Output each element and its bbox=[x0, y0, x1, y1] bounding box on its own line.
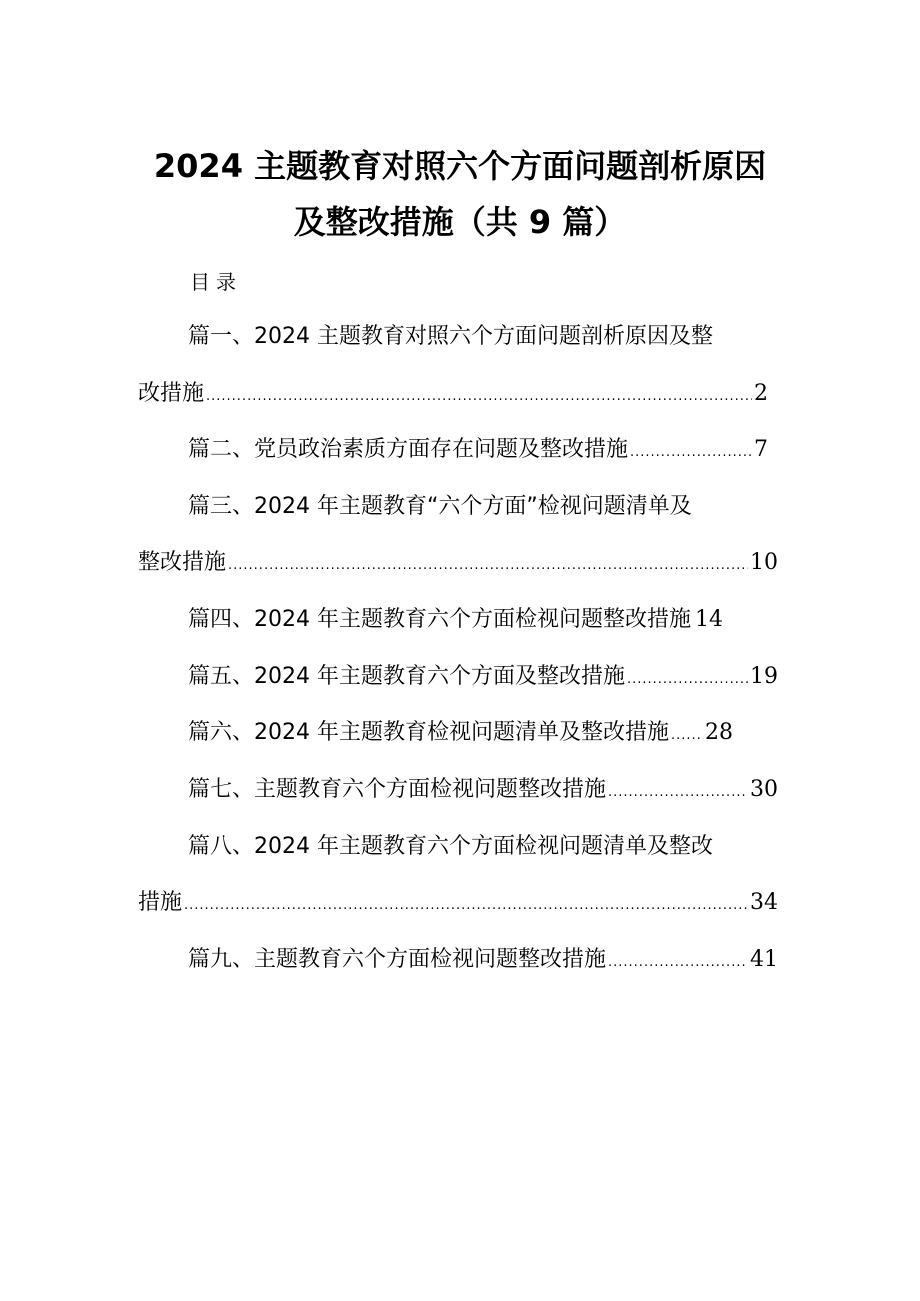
toc-page-number: 7 bbox=[754, 437, 768, 462]
toc-entry-text: 篇七、主题教育六个方面检视问题整改措施 bbox=[188, 777, 607, 802]
toc-page-number: 30 bbox=[750, 777, 778, 802]
toc-entry-text: 篇一、2024 主题教育对照六个方面问题剖析原因及整 bbox=[188, 324, 713, 349]
dot-leader bbox=[630, 436, 752, 470]
toc-heading: 目录 bbox=[190, 270, 242, 294]
dot-leader bbox=[671, 719, 703, 753]
toc-page-number: 2 bbox=[754, 381, 768, 406]
title-line-1: 2024 主题教育对照六个方面问题剖析原因 bbox=[153, 147, 767, 185]
toc-entry-3-first-line[interactable] bbox=[188, 490, 748, 524]
toc-entry-3-second-line[interactable] bbox=[138, 546, 778, 580]
toc-entry-2[interactable] bbox=[188, 433, 768, 467]
toc-entry-text: 篇三、2024 年主题教育“六个方面”检视问题清单及 bbox=[188, 494, 692, 519]
toc-entry-8-first-line[interactable] bbox=[188, 830, 748, 864]
toc-entry-text: 改措施 bbox=[138, 381, 205, 406]
toc-entry-text: 篇五、2024 年主题教育六个方面及整改措施 bbox=[188, 664, 625, 689]
toc-page-number: 41 bbox=[750, 947, 778, 972]
dot-leader bbox=[608, 776, 748, 810]
toc-page-number: 19 bbox=[750, 664, 778, 689]
toc-entry-text: 整改措施 bbox=[138, 550, 227, 575]
toc-entry-6[interactable] bbox=[188, 716, 733, 750]
dot-leader bbox=[608, 946, 748, 980]
toc-page-number: 28 bbox=[705, 720, 733, 745]
toc-page-number: 10 bbox=[750, 550, 778, 575]
toc-page-number: 14 bbox=[694, 607, 723, 632]
title-line-2: 及整改措施（共 9 篇） bbox=[293, 203, 627, 241]
dot-leader bbox=[228, 549, 748, 583]
toc-entry-8-second-line[interactable] bbox=[138, 886, 778, 920]
dot-leader bbox=[627, 663, 748, 697]
toc-entry-text: 篇二、党员政治素质方面存在问题及整改措施 bbox=[188, 437, 629, 462]
toc-entry-text: 篇八、2024 年主题教育六个方面检视问题清单及整改 bbox=[188, 834, 713, 859]
toc-entry-text: 篇九、主题教育六个方面检视问题整改措施 bbox=[188, 947, 607, 972]
toc-entry-5[interactable] bbox=[188, 660, 778, 694]
toc-entry-7[interactable] bbox=[188, 773, 778, 807]
dot-leader bbox=[206, 380, 752, 414]
toc-entry-1-second-line[interactable] bbox=[138, 377, 768, 411]
dot-leader bbox=[184, 889, 748, 923]
toc-page-number: 34 bbox=[750, 890, 778, 915]
document-title bbox=[120, 138, 800, 250]
toc-entry-text: 措施 bbox=[138, 890, 183, 915]
toc-entry-text: 篇四、2024 年主题教育六个方面检视问题整改措施 bbox=[188, 607, 691, 632]
toc-entry-text: 篇六、2024 年主题教育检视问题清单及整改措施 bbox=[188, 720, 669, 745]
toc-entry-9[interactable] bbox=[188, 943, 778, 977]
toc-entry-4[interactable] bbox=[188, 603, 778, 637]
toc-entry-1-first-line[interactable] bbox=[188, 320, 748, 354]
